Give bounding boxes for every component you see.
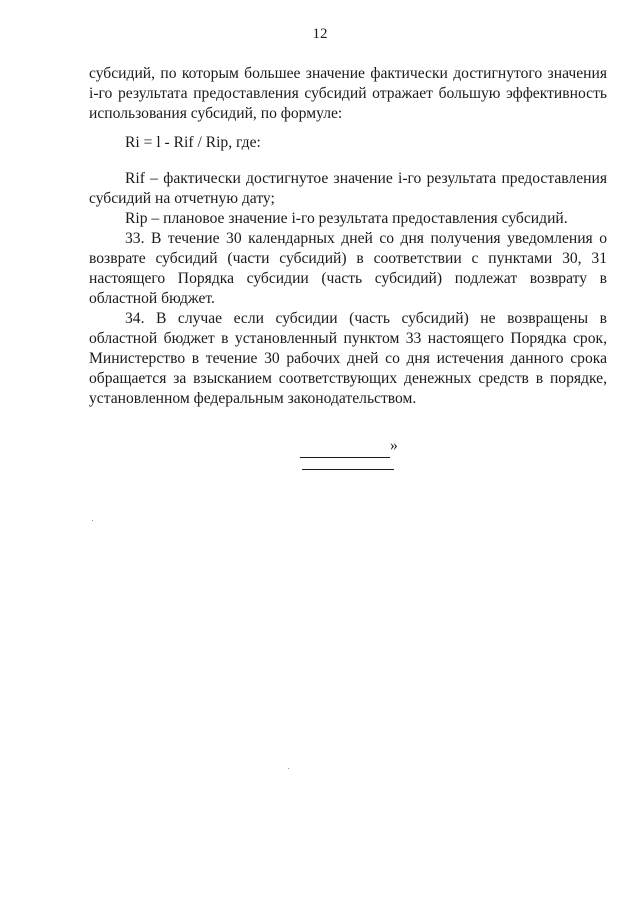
scan-speck — [92, 520, 93, 521]
closing-quote: » — [390, 437, 398, 454]
page-number: 12 — [312, 26, 328, 42]
body-block — [89, 169, 607, 409]
closing-underline-lower — [302, 469, 394, 470]
definition-rif: Rif – фактически достигнутое значение i-го результата предоставления субсидий на отчетную дату; — [89, 170, 607, 207]
scan-speck — [288, 768, 289, 769]
formula: Ri = l - Rif / Rip, где: — [125, 134, 261, 151]
clause-33: 33. В течение 30 календарных дней со дня получения уведомления о возврате субсидий (части субсидий) в соответствии с пунктами 30, 31 настоящего Порядка субсидии (часть субсидий) подлежат возврату в областной бюджет. — [89, 230, 607, 307]
clause-34: 34. В случае если субсидии (часть субсидий) не возвращены в областной бюджет в установленный пунктом 33 настоящего Порядка срок, Министерство в течение 30 рабочих дней со дня истечения данного срока обращается за взысканием соответствующих денежных средств в порядке, установленном федеральным законодательством. — [89, 310, 607, 407]
intro-paragraph: субсидий, по которым большее значение фактически достигнутого значения i-го результата предоставления субсидий отражает большую эффективность использования субсидий, по формуле: — [89, 65, 607, 122]
closing-underline-upper — [300, 457, 390, 458]
intro-paragraph-block — [89, 64, 607, 124]
definition-rip: Rip – плановое значение i-го результата предоставления субсидий. — [125, 210, 568, 227]
